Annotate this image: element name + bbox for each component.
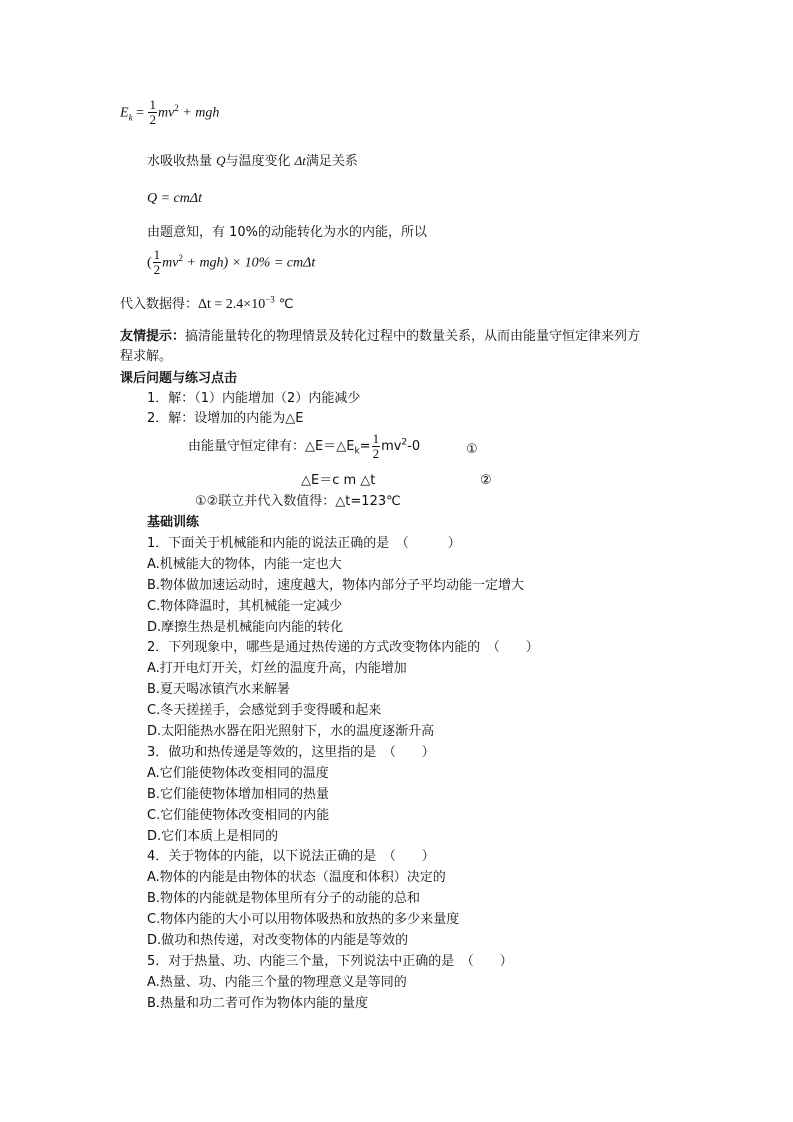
question-1-option-3: C.物体降温时，其机械能一定减少 (147, 599, 343, 614)
ek-sup: 2 (174, 102, 179, 113)
line-result (120, 294, 294, 313)
question-stem-5: 5．对于热量、功、内能三个量，下列说法中正确的是 （ ） (147, 954, 513, 969)
marker-2: ② (480, 473, 492, 488)
section-basic-training: 基础训练 (147, 515, 200, 530)
tip-line-1 (120, 329, 640, 345)
question-2-option-2: B.夏天喝冰镇汽水来解暑 (147, 682, 291, 697)
question-2-option-1: A.打开电灯开关，灯丝的温度升高，内能增加 (147, 661, 407, 676)
formula-ek (120, 98, 219, 127)
a2e1-pre: 由能量守恒定律有：△E＝△E (188, 439, 355, 454)
formula-q: Q = cmΔt (147, 191, 202, 206)
tip-line-2: 程求解。 (120, 349, 173, 364)
result-unit: ℃ (274, 297, 294, 312)
ek-den: 2 (149, 112, 156, 127)
ek-t2: + mgh (178, 105, 220, 121)
tip-label: 友情提示： (120, 329, 186, 344)
eq-sup: 2 (178, 252, 183, 263)
answer-2-equation-1 (188, 432, 420, 461)
question-stem-2: 2．下列现象中，哪些是通过热传递的方式改变物体内能的 （ ） (147, 640, 539, 655)
q-text-3: 满足关系 (305, 154, 358, 169)
question-1-option-1: A.机械能大的物体，内能一定也大 (147, 557, 342, 572)
answer-1: 1．解：（1）内能增加（2）内能减少 (147, 391, 361, 406)
a2e1-fraction (372, 432, 381, 461)
result-label: 代入数据得： (120, 297, 199, 312)
result-sup: −3 (265, 294, 275, 305)
a2e1-num: 1 (372, 431, 380, 446)
question-stem-1: 1．下面关于机械能和内能的说法正确的是 （ ） (147, 536, 461, 551)
a2e1-sub: k (354, 446, 360, 457)
ek-eq: = (132, 105, 148, 121)
q-text-2: 与温度变化 (225, 154, 295, 169)
question-1-option-4: D.摩擦生热是机械能向内能的转化 (147, 620, 344, 635)
question-1-option-2: B.物体做加速运动时，速度越大，物体内部分子平均动能一定增大 (147, 578, 525, 593)
question-4-option-4: D.做功和热传递，对改变物体的内能是等效的 (147, 933, 409, 948)
a2e1-mid: = (359, 439, 371, 454)
eq-t2: + mgh) × 10% = cmΔt (183, 255, 316, 271)
question-stem-3: 3．做功和热传递是等效的，这里指的是 （ ） (147, 745, 435, 760)
ek-sub: k (128, 112, 133, 123)
answer-2-result: ①②联立并代入数值得：△t=123℃ (195, 494, 401, 509)
question-4-option-1: A.物体的内能是由物体的状态（温度和体积）决定的 (147, 870, 446, 885)
a2e1-post: mv (381, 439, 402, 454)
question-3-option-3: C.它们能使物体改变相同的内能 (147, 808, 330, 823)
a2e1-sup: 2 (401, 437, 408, 448)
section-after-class: 课后问题与练习点击 (120, 371, 238, 386)
a2e1-tail: -0 (407, 439, 421, 454)
question-5-option-2: B.热量和功二者可作为物体内能的量度 (147, 996, 369, 1011)
ek-t1: mv (157, 105, 175, 121)
ek-num: 1 (149, 97, 156, 112)
answer-2-equation-2: △E＝c m △t (301, 473, 376, 488)
tip-text-1: 搞清能量转化的物理情景及转化过程中的数量关系，从而由能量守恒定律来列方 (185, 329, 641, 344)
question-2-option-3: C.冬天搓搓手，会感觉到手变得暖和起来 (147, 703, 382, 718)
dt-symbol: Δt (294, 153, 306, 168)
question-4-option-2: B.物体的内能就是物体里所有分子的动能的总和 (147, 891, 421, 906)
marker-1: ① (466, 442, 478, 457)
answer-2: 2．解：设增加的内能为△E (147, 411, 304, 426)
line-q-relation (147, 153, 358, 170)
ek-lhs: E (120, 105, 129, 121)
eq-fraction (153, 248, 162, 277)
question-stem-4: 4．关于物体的内能，以下说法正确的是 （ ） (147, 849, 435, 864)
question-3-option-2: B.它们能使物体增加相同的热量 (147, 787, 330, 802)
formula-energy-eq (147, 248, 315, 277)
question-3-option-1: A.它们能使物体改变相同的温度 (147, 766, 329, 781)
q-symbol: Q (216, 153, 226, 168)
eq-open: ( (147, 255, 152, 271)
q-text-1: 水吸收热量 (147, 154, 217, 169)
question-5-option-1: A.热量、功、内能三个量的物理意义是等同的 (147, 975, 407, 990)
eq-den: 2 (153, 262, 161, 277)
ek-fraction (148, 98, 157, 127)
a2e1-den: 2 (372, 446, 380, 461)
line-10pct: 由题意知，有 10%的动能转化为水的内能，所以 (147, 225, 428, 240)
eq-num: 1 (153, 247, 161, 262)
eq-t1: mv (162, 255, 179, 271)
question-4-option-3: C.物体内能的大小可以用物体吸热和放热的多少来量度 (147, 912, 460, 927)
question-2-option-4: D.太阳能热水器在阳光照射下，水的温度逐渐升高 (147, 724, 435, 739)
result-expr: Δt = 2.4×10 (198, 297, 266, 312)
question-3-option-4: D.它们本质上是相同的 (147, 829, 279, 844)
